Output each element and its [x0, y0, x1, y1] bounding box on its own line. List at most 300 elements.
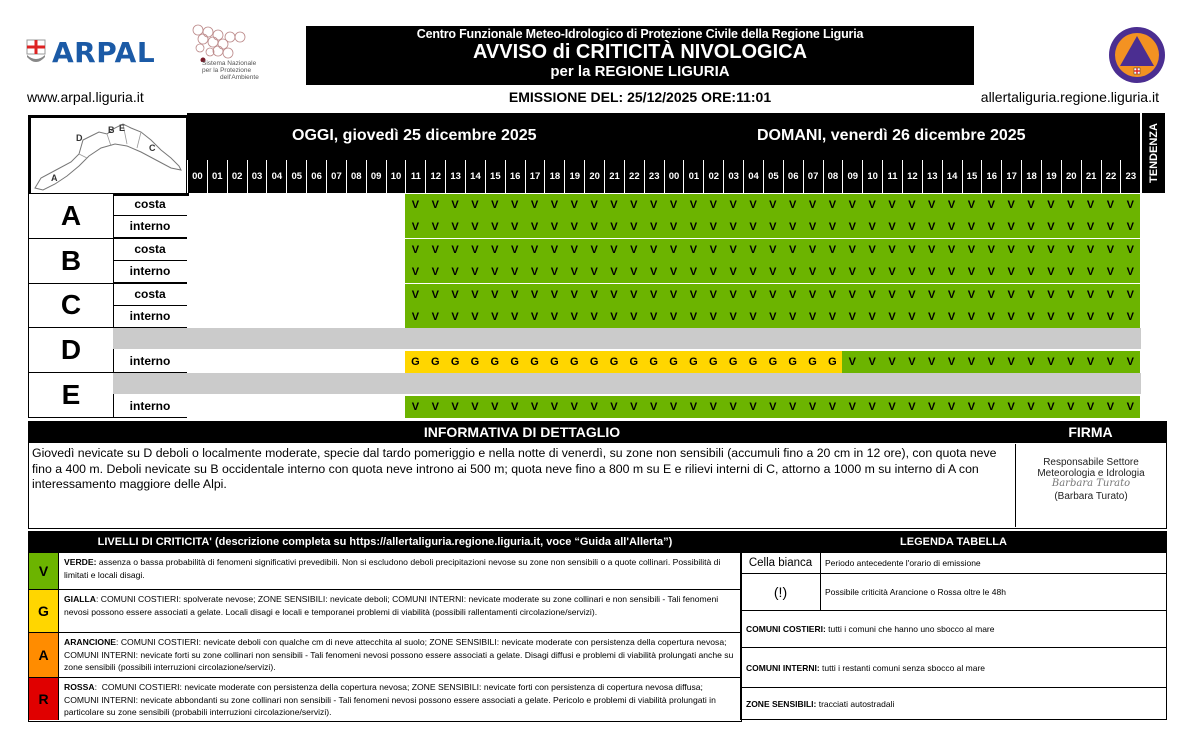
hour-label: 23 — [1120, 160, 1140, 193]
criticality-cell-v: V — [664, 306, 684, 328]
criticality-cell-v: V — [644, 216, 664, 238]
criticality-cell-v: V — [803, 284, 823, 306]
criticality-cell-v: V — [783, 261, 803, 283]
criticality-cell-v: V — [1120, 306, 1140, 328]
criticality-cell-g: G — [624, 351, 644, 373]
level-name: GIALLA — [64, 594, 96, 604]
white-cell — [346, 261, 366, 283]
criticality-cell-v: V — [981, 351, 1001, 373]
criticality-cell-v: V — [1041, 216, 1061, 238]
criticality-cell-v: V — [1021, 306, 1041, 328]
criticality-cell-v: V — [1001, 216, 1021, 238]
white-cell — [227, 216, 247, 238]
criticality-cell-v: V — [703, 284, 723, 306]
criticality-cell-v: V — [544, 396, 564, 418]
hour-label: 10 — [386, 160, 406, 193]
criticality-cell-v: V — [743, 216, 763, 238]
criticality-cell-v: V — [644, 239, 664, 261]
white-cell — [386, 261, 406, 283]
criticality-cell-v: V — [1061, 216, 1081, 238]
white-cell — [286, 396, 306, 418]
criticality-cell-v: V — [1061, 396, 1081, 418]
criticality-cell-v: V — [803, 216, 823, 238]
definition-text: tracciati autostradali — [816, 699, 895, 709]
criticality-cell-v: V — [703, 216, 723, 238]
hour-label: 06 — [783, 160, 803, 193]
criticality-cell-v: V — [1081, 396, 1101, 418]
criticality-cell-v: V — [525, 396, 545, 418]
criticality-cell-v: V — [981, 239, 1001, 261]
hour-label: 00 — [664, 160, 684, 193]
hour-label: 13 — [922, 160, 942, 193]
criticality-cell-v: V — [584, 216, 604, 238]
criticality-cell-v: V — [485, 194, 505, 216]
legend-definition — [741, 647, 1166, 687]
criticality-cell-v: V — [505, 194, 525, 216]
criticality-levels — [28, 531, 742, 722]
criticality-cell-v: V — [683, 216, 703, 238]
criticality-cell-v: V — [902, 284, 922, 306]
criticality-cell-v: V — [962, 284, 982, 306]
criticality-cell-v: V — [842, 396, 862, 418]
white-cell — [247, 194, 267, 216]
snpa-logo — [188, 22, 280, 86]
criticality-cell-v: V — [1021, 351, 1041, 373]
white-cell — [187, 396, 207, 418]
criticality-cell-v: V — [644, 284, 664, 306]
criticality-cell-v: V — [604, 306, 624, 328]
criticality-cell-v: V — [922, 239, 942, 261]
white-cell — [346, 194, 366, 216]
criticality-cell-v: V — [823, 306, 843, 328]
criticality-cell-v: V — [664, 239, 684, 261]
white-cell — [326, 216, 346, 238]
white-cell — [386, 194, 406, 216]
hour-label: 01 — [683, 160, 703, 193]
signer-role-line1: Responsabile Settore — [1043, 457, 1139, 468]
criticality-cell-v: V — [1061, 194, 1081, 216]
white-cell — [366, 284, 386, 306]
white-cell — [286, 239, 306, 261]
criticality-cell-v: V — [1101, 284, 1121, 306]
hour-label: 04 — [266, 160, 286, 193]
criticality-cell-v: V — [942, 351, 962, 373]
white-cell — [187, 194, 207, 216]
criticality-cell-v: V — [1081, 351, 1101, 373]
criticality-cell-v: V — [882, 239, 902, 261]
criticality-cell-v: V — [564, 396, 584, 418]
criticality-cell-v: V — [1101, 396, 1121, 418]
criticality-cell-v: V — [584, 239, 604, 261]
level-r — [29, 677, 741, 720]
criticality-cell-v: V — [604, 261, 624, 283]
criticality-cell-v: V — [743, 396, 763, 418]
white-cell — [366, 239, 386, 261]
criticality-cell-v: V — [465, 261, 485, 283]
white-cell — [366, 396, 386, 418]
criticality-cell-v: V — [981, 261, 1001, 283]
criticality-cell-v: V — [922, 261, 942, 283]
criticality-cell-v: V — [743, 284, 763, 306]
definition-term: ZONE SENSIBILI: — [746, 699, 817, 709]
criticality-cell-v: V — [485, 306, 505, 328]
criticality-cell-v: V — [564, 284, 584, 306]
criticality-cell-v: V — [823, 261, 843, 283]
criticality-cell-g: G — [823, 351, 843, 373]
criticality-cell-v: V — [1081, 306, 1101, 328]
criticality-cell-v: V — [1081, 216, 1101, 238]
liguria-zones-map — [28, 115, 189, 196]
white-cell — [386, 351, 406, 373]
criticality-cell-v: V — [882, 194, 902, 216]
criticality-cell-v: V — [862, 396, 882, 418]
criticality-cell-v: V — [862, 216, 882, 238]
criticality-cell-v: V — [703, 194, 723, 216]
zone-c-interno-row — [187, 306, 1140, 328]
criticality-cell-v: V — [723, 396, 743, 418]
informativa-section — [28, 421, 1167, 529]
criticality-cell-v: V — [723, 194, 743, 216]
informativa-title: INFORMATIVA DI DETTAGLIO — [29, 422, 1015, 443]
criticality-cell-v: V — [1041, 306, 1061, 328]
criticality-cell-v: V — [485, 284, 505, 306]
criticality-cell-v: V — [902, 216, 922, 238]
hour-label: 22 — [1101, 160, 1121, 193]
emission-datetime: EMISSIONE DEL: 25/12/2025 ORE:11:01 — [508, 89, 772, 105]
criticality-cell-v: V — [783, 194, 803, 216]
white-cell — [207, 396, 227, 418]
criticality-cell-v: V — [862, 284, 882, 306]
level-text: : COMUNI COSTIERI: nevicate moderate con persistenza della copertura nevosa; ZONE SENSIBILI: nevicate forti con persistenza di copertura nevosa diffusa; COMUNI INTERNI: nevicate abbondanti su zone collinari non sensibili - Tali fenomeni nevosi possono essere associati a gelate. Pericolo e problemi di viabilità prolungati in particolare su zone sensibili (probabili interruzioni circolazione/servizi). — [64, 682, 719, 717]
hour-label: 04 — [743, 160, 763, 193]
subzone-label-interno: interno — [113, 395, 187, 418]
level-description — [59, 678, 741, 720]
arpal-logo-text: ARPAL — [52, 35, 156, 69]
title-banner — [306, 26, 974, 85]
criticality-cell-v: V — [803, 194, 823, 216]
hour-label: 15 — [962, 160, 982, 193]
level-description — [59, 553, 741, 589]
subzone-label-interno: interno — [113, 350, 187, 373]
criticality-cell-v: V — [1081, 194, 1101, 216]
white-cell — [247, 396, 267, 418]
white-cell — [207, 239, 227, 261]
subzone-label-costa: costa — [113, 193, 187, 216]
page-subtitle: per la REGIONE LIGURIA — [550, 63, 730, 80]
criticality-cell-v: V — [981, 396, 1001, 418]
legend-table — [740, 531, 1167, 720]
criticality-cell-v: V — [525, 284, 545, 306]
criticality-cell-v: V — [1001, 284, 1021, 306]
criticality-cell-v: V — [1041, 351, 1061, 373]
white-cell — [227, 306, 247, 328]
criticality-cell-v: V — [981, 306, 1001, 328]
criticality-cell-v: V — [1001, 261, 1021, 283]
criticality-cell-v: V — [763, 216, 783, 238]
criticality-cell-v: V — [405, 396, 425, 418]
hour-label: 13 — [445, 160, 465, 193]
criticality-cell-g: G — [564, 351, 584, 373]
hour-label: 08 — [346, 160, 366, 193]
criticality-cell-g: G — [763, 351, 783, 373]
white-cell — [227, 284, 247, 306]
criticality-cell-v: V — [405, 216, 425, 238]
criticality-cell-v: V — [1001, 194, 1021, 216]
white-cell — [266, 351, 286, 373]
hour-label: 05 — [286, 160, 306, 193]
level-description — [59, 590, 741, 632]
criticality-cell-v: V — [743, 306, 763, 328]
criticality-cell-v: V — [962, 216, 982, 238]
map-label-c: C — [149, 143, 156, 153]
hours-header — [187, 113, 1140, 193]
level-badge: G — [29, 590, 59, 632]
legend-title: LEGENDA TABELLA — [741, 532, 1166, 552]
zone-a-costa-row — [187, 194, 1140, 216]
criticality-cell-v: V — [525, 239, 545, 261]
level-text: : COMUNI COSTIERI: nevicate deboli con qualche cm di neve attecchita al suolo; ZONE SENSIBILI: nevicate moderate con persistenza della copertura nevosa; COMUNI INTERNI: nevicate forti su zone collinari non sensibili - Tali fenomeni nevosi possono essere associati a gelate. Disagi diffusi e problemi di viabilità prolungati anche su zone sensibili (possibili interruzioni circolazione/servizi). — [64, 637, 736, 672]
criticality-cell-v: V — [405, 261, 425, 283]
white-cell — [207, 351, 227, 373]
criticality-cell-v: V — [902, 239, 922, 261]
criticality-cell-v: V — [624, 284, 644, 306]
criticality-cell-v: V — [962, 306, 982, 328]
criticality-cell-v: V — [1081, 261, 1101, 283]
criticality-cell-v: V — [445, 284, 465, 306]
criticality-cell-g: G — [505, 351, 525, 373]
criticality-cell-g: G — [783, 351, 803, 373]
criticality-cell-v: V — [743, 239, 763, 261]
white-cell — [286, 306, 306, 328]
legend-definition — [741, 687, 1166, 720]
level-badge: A — [29, 633, 59, 677]
allertaliguria-website-link[interactable]: allertaliguria.regione.liguria.it — [980, 89, 1159, 105]
criticality-cell-v: V — [604, 194, 624, 216]
criticality-cell-v: V — [862, 306, 882, 328]
legend-value: Possibile criticità Arancione o Rossa oltre le 48h — [825, 587, 1006, 597]
criticality-cell-v: V — [1081, 239, 1101, 261]
criticality-cell-v: V — [1101, 216, 1121, 238]
protezione-civile-logo — [1108, 26, 1166, 84]
criticality-cell-v: V — [604, 239, 624, 261]
criticality-cell-v: V — [683, 261, 703, 283]
snpa-logo-text — [202, 60, 259, 81]
criticality-cell-v: V — [664, 216, 684, 238]
hour-label: 23 — [644, 160, 664, 193]
criticality-cell-v: V — [683, 239, 703, 261]
signer-name: (Barbara Turato) — [1054, 491, 1128, 502]
white-cell — [386, 396, 406, 418]
criticality-cell-g: G — [803, 351, 823, 373]
white-cell — [386, 284, 406, 306]
criticality-cell-g: G — [405, 351, 425, 373]
criticality-cell-v: V — [962, 194, 982, 216]
criticality-cell-g: G — [465, 351, 485, 373]
white-cell — [187, 261, 207, 283]
white-cell — [306, 261, 326, 283]
white-cell — [207, 261, 227, 283]
criticality-cell-g: G — [425, 351, 445, 373]
criticality-cell-v: V — [962, 396, 982, 418]
criticality-cell-v: V — [405, 306, 425, 328]
empty-row-band — [113, 373, 1141, 394]
criticality-cell-v: V — [485, 261, 505, 283]
criticality-cell-v: V — [763, 306, 783, 328]
criticality-cell-v: V — [981, 194, 1001, 216]
criticality-cell-v: V — [1101, 306, 1121, 328]
tendenza-label: TENDENZA — [1147, 123, 1160, 183]
criticality-cell-v: V — [1021, 261, 1041, 283]
criticality-cell-v: V — [703, 261, 723, 283]
criticality-cell-v: V — [683, 194, 703, 216]
criticality-cell-v: V — [1120, 216, 1140, 238]
white-cell — [247, 239, 267, 261]
level-v — [29, 552, 741, 589]
arpal-website-link[interactable]: www.arpal.liguria.it — [27, 89, 144, 105]
criticality-cell-v: V — [723, 261, 743, 283]
criticality-cell-v: V — [564, 306, 584, 328]
criticality-cell-v: V — [1061, 351, 1081, 373]
criticality-cell-v: V — [485, 239, 505, 261]
white-cell — [247, 261, 267, 283]
hour-labels — [187, 160, 1140, 193]
criticality-cell-v: V — [862, 239, 882, 261]
criticality-cell-v: V — [525, 261, 545, 283]
hour-label: 10 — [862, 160, 882, 193]
subzone-label-interno: interno — [113, 305, 187, 328]
criticality-cell-v: V — [842, 239, 862, 261]
criticality-cell-v: V — [723, 284, 743, 306]
white-cell — [326, 306, 346, 328]
hour-label: 09 — [366, 160, 386, 193]
criticality-cell-v: V — [962, 261, 982, 283]
criticality-cell-v: V — [783, 239, 803, 261]
criticality-cell-v: V — [1001, 306, 1021, 328]
criticality-cell-v: V — [445, 396, 465, 418]
level-badge: R — [29, 678, 59, 720]
criticality-cell-v: V — [1041, 239, 1061, 261]
criticality-cell-v: V — [803, 239, 823, 261]
hour-label: 17 — [1001, 160, 1021, 193]
hour-label: 17 — [525, 160, 545, 193]
white-cell — [306, 194, 326, 216]
criticality-cell-v: V — [405, 284, 425, 306]
white-cell — [247, 284, 267, 306]
white-cell — [207, 306, 227, 328]
criticality-cell-v: V — [703, 239, 723, 261]
informativa-text: Giovedì nevicate su D deboli o localmente moderate, specie dal tardo pomeriggio e nella notte di venerdì, su zone non sensibili (accumuli fino a 20 cm in 12 ore), con quota neve fino a 400 m. Deboli nevicate su B occidentale interno con quota neve introno ai 500 m; quota neve fino a 800 m su E e rilievi interni di C, attorno a 1000 m su interno di A con interessamento maggiore delle Alpi. — [32, 446, 997, 491]
criticality-cell-v: V — [485, 216, 505, 238]
criticality-cell-v: V — [664, 396, 684, 418]
subzone-label-interno: interno — [113, 215, 187, 238]
criticality-cell-v: V — [544, 261, 564, 283]
criticality-cell-v: V — [922, 194, 942, 216]
snpa-line-3: dell'Ambiente — [220, 74, 259, 81]
zone-label-b: B — [28, 238, 114, 284]
arpal-logo — [26, 36, 161, 68]
criticality-cell-v: V — [1120, 194, 1140, 216]
hour-label: 03 — [247, 160, 267, 193]
white-cell — [326, 194, 346, 216]
criticality-cell-g: G — [683, 351, 703, 373]
level-badge: V — [29, 553, 59, 589]
day1-title: OGGI, giovedì 25 dicembre 2025 — [292, 127, 537, 144]
criticality-cell-v: V — [842, 351, 862, 373]
hour-label: 22 — [624, 160, 644, 193]
criticality-cell-v: V — [584, 396, 604, 418]
white-cell — [386, 239, 406, 261]
criticality-cell-v: V — [1061, 284, 1081, 306]
hour-label: 03 — [723, 160, 743, 193]
criticality-cell-v: V — [1021, 396, 1041, 418]
criticality-cell-v: V — [544, 239, 564, 261]
white-cell — [227, 239, 247, 261]
hour-label: 19 — [1041, 160, 1061, 193]
criticality-cell-v: V — [763, 239, 783, 261]
level-g — [29, 589, 741, 632]
criticality-cell-v: V — [723, 216, 743, 238]
criticality-cell-v: V — [505, 396, 525, 418]
white-cell — [326, 351, 346, 373]
criticality-cell-v: V — [882, 396, 902, 418]
criticality-cell-v: V — [922, 396, 942, 418]
criticality-cell-v: V — [1120, 284, 1140, 306]
criticality-cell-v: V — [882, 306, 902, 328]
definition-term: COMUNI COSTIERI: — [746, 624, 826, 634]
white-cell — [266, 261, 286, 283]
hour-label: 02 — [227, 160, 247, 193]
hour-label: 00 — [187, 160, 207, 193]
criticality-cell-v: V — [882, 284, 902, 306]
hour-label: 05 — [763, 160, 783, 193]
hour-label: 09 — [842, 160, 862, 193]
white-cell — [227, 396, 247, 418]
white-cell — [207, 194, 227, 216]
criticality-cell-v: V — [465, 306, 485, 328]
criticality-cell-v: V — [465, 194, 485, 216]
criticality-cell-v: V — [584, 284, 604, 306]
white-cell — [386, 306, 406, 328]
criticality-cell-v: V — [942, 216, 962, 238]
white-cell — [346, 284, 366, 306]
white-cell — [247, 306, 267, 328]
criticality-cell-v: V — [942, 261, 962, 283]
level-name: ARANCIONE — [64, 637, 117, 647]
levels-title: LIVELLI DI CRITICITA' (descrizione completa su https://allertaliguria.regione.liguria.it, voce “Guida all'Allerta”) — [29, 532, 741, 552]
criticality-cell-v: V — [1021, 284, 1041, 306]
zone-c-costa-row — [187, 284, 1140, 306]
zone-label-d: D — [28, 327, 114, 373]
criticality-cell-g: G — [723, 351, 743, 373]
criticality-cell-v: V — [842, 261, 862, 283]
criticality-cell-v: V — [922, 306, 942, 328]
criticality-cell-v: V — [1041, 194, 1061, 216]
criticality-cell-v: V — [505, 239, 525, 261]
criticality-cell-v: V — [882, 351, 902, 373]
hour-label: 20 — [584, 160, 604, 193]
criticality-cell-v: V — [723, 306, 743, 328]
centro-funzionale-title: Centro Funzionale Meteo-Idrologico di Protezione Civile della Regione Liguria — [416, 27, 864, 41]
criticality-cell-v: V — [624, 194, 644, 216]
signer-role-line2: Meteorologia e Idrologia — [1037, 468, 1145, 479]
criticality-cell-v: V — [862, 351, 882, 373]
criticality-cell-v: V — [445, 239, 465, 261]
map-label-d: D — [76, 133, 83, 143]
criticality-cell-v: V — [862, 261, 882, 283]
criticality-cell-v: V — [783, 396, 803, 418]
criticality-cell-v: V — [803, 261, 823, 283]
criticality-cell-v: V — [604, 216, 624, 238]
